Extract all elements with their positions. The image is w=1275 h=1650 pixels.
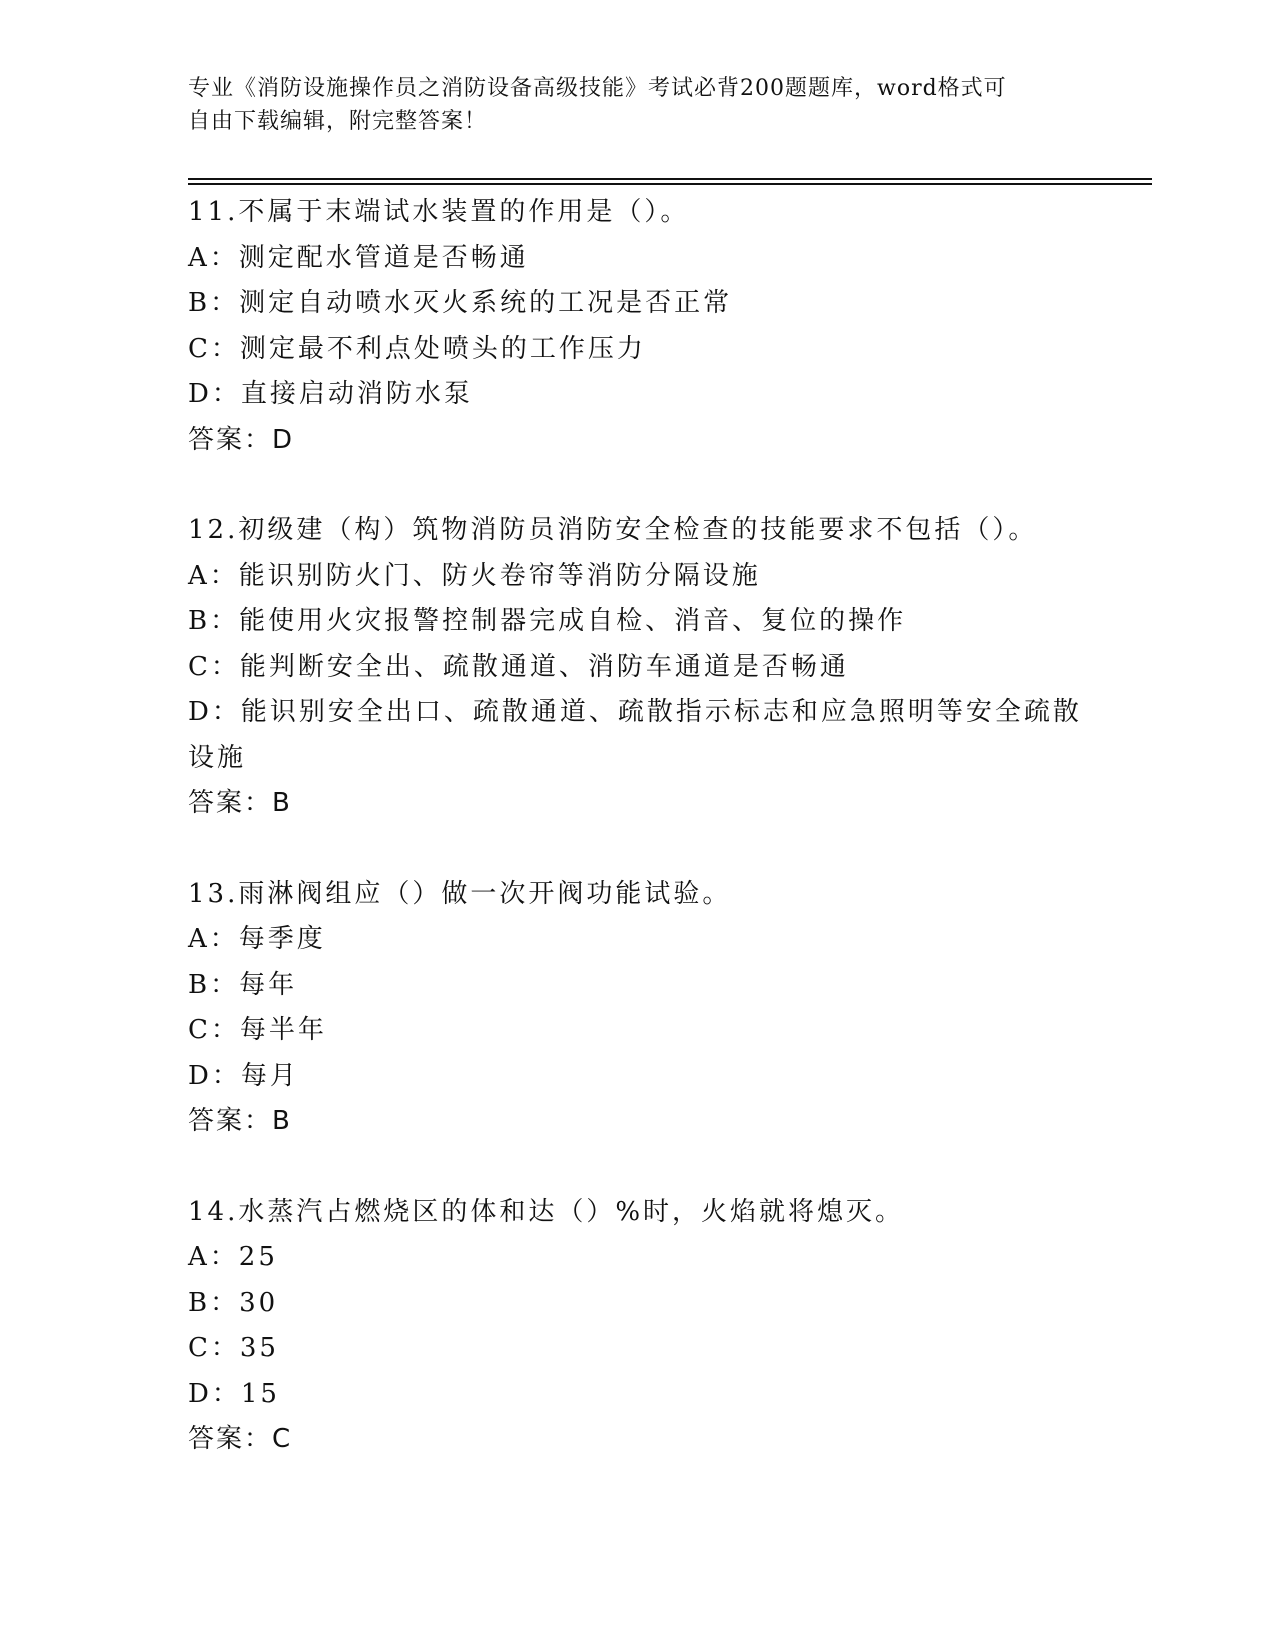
header-divider-bottom <box>188 183 1152 185</box>
answer: 答案：D <box>188 424 295 455</box>
option-b: B：测定自动喷水灭火系统的工况是否正常 <box>188 288 733 318</box>
question-title: 12.初级建（构）筑物消防员消防安全检查的技能要求不包括（）。 <box>188 515 1038 545</box>
question-list <box>188 190 1088 1508</box>
option-b: B：30 <box>188 1287 279 1318</box>
option-a: A：每季度 <box>188 924 326 954</box>
answer: 答案：B <box>188 1106 292 1136</box>
option-b: B：每年 <box>188 969 298 1000</box>
option-a: A：25 <box>188 1242 278 1272</box>
answer: 答案：B <box>188 788 292 818</box>
header-divider-top <box>188 178 1152 180</box>
question-11 <box>188 190 1088 463</box>
option-c: C：测定最不利点处喷头的工作压力 <box>188 333 646 364</box>
option-d: D：直接启动消防水泵 <box>188 379 473 409</box>
option-d: D：能识别安全出口、疏散通道、疏散指示标志和应急照明等安全疏散设施 <box>188 697 1082 773</box>
question-12 <box>188 508 1088 827</box>
header-line-2: 自由下载编辑，附完整答案！ <box>188 109 488 134</box>
question-title: 13.雨淋阀组应（）做一次开阀功能试验。 <box>188 878 732 909</box>
option-a: A：能识别防火门、防火卷帘等消防分隔设施 <box>188 560 761 591</box>
option-d: D：15 <box>188 1378 280 1409</box>
answer: 答案：C <box>188 1424 293 1454</box>
header-line-1: 专业《消防设施操作员之消防设备高级技能》考试必背200题题库，word格式可 <box>188 76 1007 101</box>
option-d: D：每月 <box>188 1060 299 1091</box>
option-c: C：每半年 <box>188 1015 327 1045</box>
question-14 <box>188 1190 1088 1463</box>
question-title: 11.不属于末端试水装置的作用是（）。 <box>188 197 690 227</box>
question-13 <box>188 872 1088 1145</box>
option-b: B：能使用火灾报警控制器完成自检、消音、复位的操作 <box>188 606 907 636</box>
option-a: A：测定配水管道是否畅通 <box>188 242 529 273</box>
option-c: C：能判断安全出、疏散通道、消防车通道是否畅通 <box>188 651 849 682</box>
document-header <box>188 72 1088 138</box>
option-c: C：35 <box>188 1333 279 1363</box>
question-title: 14.水蒸汽占燃烧区的体和达（）%时，火焰就将熄灭。 <box>188 1196 905 1227</box>
